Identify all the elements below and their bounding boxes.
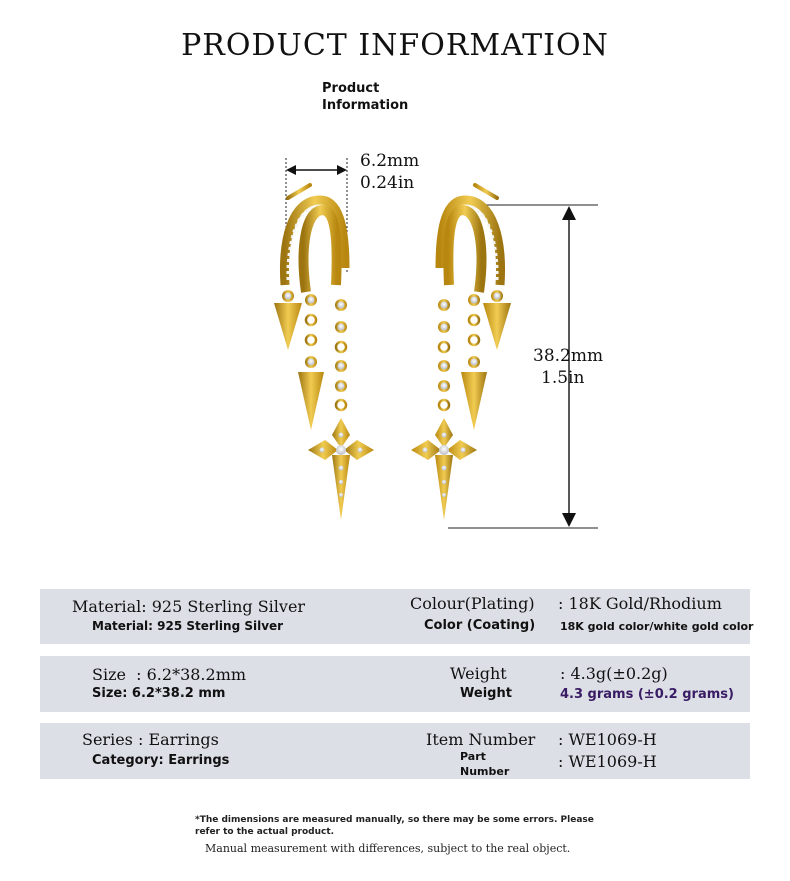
colour-label: Colour(Plating) [410, 594, 535, 613]
number-label: Number [460, 765, 510, 778]
item-number-value: : WE1069-H [558, 730, 657, 749]
weight-sub-label: Weight [460, 686, 512, 701]
color-coating-value: 18K gold color/white gold color [560, 620, 754, 633]
series-label: Series : Earrings [82, 730, 219, 749]
weight-label: Weight [450, 664, 507, 683]
height-dimension-label [533, 345, 603, 389]
colour-value: : 18K Gold/Rhodium [558, 594, 722, 613]
material-sub-label: Material: 925 Sterling Silver [92, 619, 284, 633]
category-label: Category: Earrings [92, 753, 230, 768]
part-number-value: : WE1069-H [558, 752, 657, 771]
page-subtitle: Product Information [322, 81, 409, 113]
measurement-note-alt: Manual measurement with differences, subject to the real object. [205, 842, 571, 855]
width-dimension-label [360, 150, 419, 194]
size-sub-label: Size: 6.2*38.2 mm [92, 686, 226, 701]
item-number-label: Item Number [426, 730, 536, 749]
material-label: Material: 925 Sterling Silver [72, 597, 306, 616]
part-label: Part [460, 750, 486, 763]
width-mm: 6.2mm [360, 151, 420, 171]
weight-sub-value: 4.3 grams (±0.2 grams) [560, 687, 734, 702]
width-in: 0.24in [360, 173, 415, 193]
weight-value: : 4.3g(±0.2g) [560, 664, 668, 683]
height-in: 1.5in [541, 368, 585, 388]
size-label: Size : 6.2*38.2mm [92, 665, 247, 684]
page-title: PRODUCT INFORMATION [181, 28, 609, 63]
measurement-note: *The dimensions are measured manually, so there may be some errors. Please refer to the actual product. [195, 815, 594, 837]
height-mm: 38.2mm [533, 346, 604, 366]
color-coating-label: Color (Coating) [424, 618, 536, 633]
left-earring [274, 185, 374, 520]
right-earring [411, 185, 511, 520]
